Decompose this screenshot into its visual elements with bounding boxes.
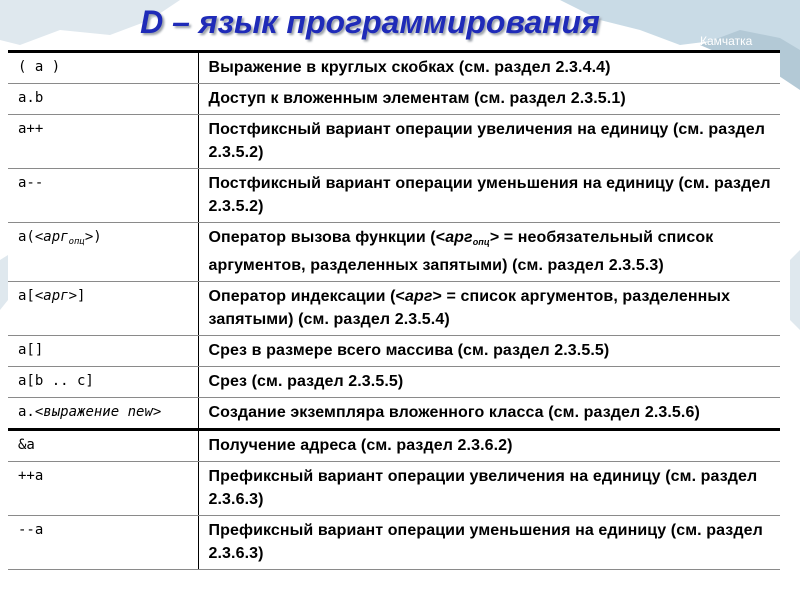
table-row	[8, 84, 780, 115]
table-row	[8, 282, 780, 336]
operator-cell: a[]	[8, 336, 198, 367]
table-row	[8, 398, 780, 430]
description-cell: Оператор вызова функции (<арг$_{опц}$> = необязательный список аргументов, разделенных запятыми) (см. раздел 2.3.5.3)	[198, 223, 780, 282]
map-region-label: Камчатка	[700, 34, 753, 48]
operator-cell: a++	[8, 115, 198, 169]
description-cell: Префиксный вариант операции уменьшения на единицу (см. раздел 2.3.6.3)	[198, 516, 780, 570]
table-row	[8, 367, 780, 398]
description-cell: Срез (см. раздел 2.3.5.5)	[198, 367, 780, 398]
description-cell: Выражение в круглых скобках (см. раздел 2.3.4.4)	[198, 52, 780, 84]
table-row	[8, 430, 780, 462]
table-row	[8, 516, 780, 570]
operator-cell: &a	[8, 430, 198, 462]
description-cell: Префиксный вариант операции увеличения на единицу (см. раздел 2.3.6.3)	[198, 462, 780, 516]
description-cell: Получение адреса (см. раздел 2.3.6.2)	[198, 430, 780, 462]
table-row	[8, 52, 780, 84]
operator-cell: a(<арг$_{опц}$>)	[8, 223, 198, 282]
operator-cell: a.<выражение new>	[8, 398, 198, 430]
operator-cell: --a	[8, 516, 198, 570]
table-row	[8, 115, 780, 169]
operator-cell: a[<арг>]	[8, 282, 198, 336]
description-cell: Срез в размере всего массива (см. раздел 2.3.5.5)	[198, 336, 780, 367]
operator-cell: ( a )	[8, 52, 198, 84]
table-row	[8, 223, 780, 282]
operator-cell: a[b .. c]	[8, 367, 198, 398]
slide-title: D – язык программирования	[140, 4, 600, 40]
operator-cell: ++a	[8, 462, 198, 516]
description-cell: Постфиксный вариант операции увеличения на единицу (см. раздел 2.3.5.2)	[198, 115, 780, 169]
operator-cell: a.b	[8, 84, 198, 115]
description-cell: Доступ к вложенным элементам (см. раздел 2.3.5.1)	[198, 84, 780, 115]
description-cell: Оператор индексации (<арг> = список аргументов, разделенных запятыми) (см. раздел 2.3.5.4)	[198, 282, 780, 336]
description-cell: Создание экземпляра вложенного класса (см. раздел 2.3.5.6)	[198, 398, 780, 430]
table-row	[8, 336, 780, 367]
table-row	[8, 169, 780, 223]
table-row	[8, 462, 780, 516]
description-cell: Постфиксный вариант операции уменьшения на единицу (см. раздел 2.3.5.2)	[198, 169, 780, 223]
operator-cell: a--	[8, 169, 198, 223]
operators-table	[8, 50, 780, 570]
operators-table-container	[8, 50, 780, 598]
